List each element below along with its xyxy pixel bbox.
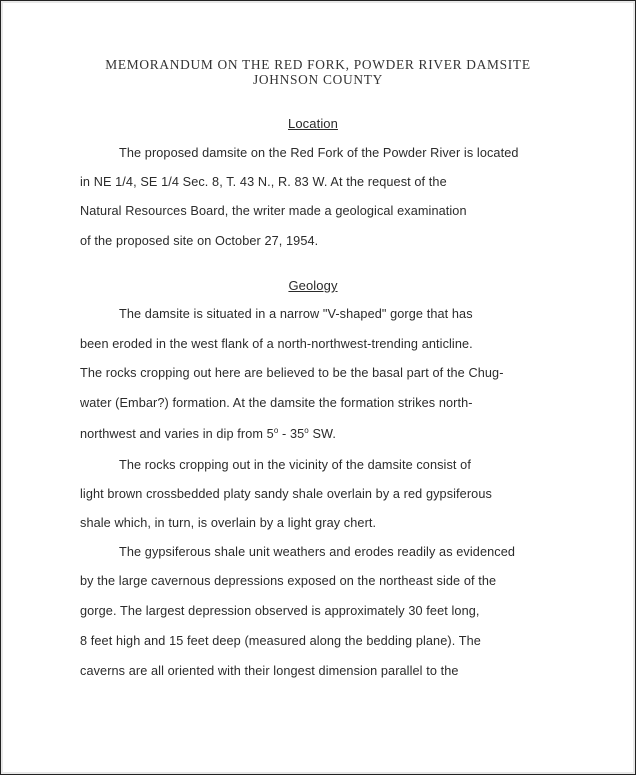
location-line-1: The proposed damsite on the Red Fork of the Powder River is located bbox=[119, 146, 519, 160]
location-line-3: Natural Resources Board, the writer made a geological examination bbox=[80, 204, 467, 218]
geology-line-7: light brown crossbedded platy sandy shale overlain by a red gypsiferous bbox=[80, 487, 492, 501]
geology-line-12: 8 feet high and 15 feet deep (measured along the bedding plane). The bbox=[80, 634, 481, 648]
geology-line-10: by the large cavernous depressions exposed on the northeast side of the bbox=[80, 574, 497, 588]
geology-line-6: The rocks cropping out in the vicinity of the damsite consist of bbox=[119, 458, 471, 472]
location-line-4: of the proposed site on October 27, 1954. bbox=[80, 234, 319, 248]
geology-line-3: The rocks cropping out here are believed to be the basal part of the Chug- bbox=[80, 366, 504, 380]
memo-title-line-1: MEMORANDUM ON THE RED FORK, POWDER RIVER DAMSITE bbox=[105, 57, 531, 72]
geology-line-11: gorge. The largest depression observed is approximately 30 feet long, bbox=[80, 604, 480, 618]
geology-line-13: caverns are all oriented with their longest dimension parallel to the bbox=[80, 664, 459, 678]
geology-line-5: northwest and varies in dip from 5$^o$ - 35$^o$ SW. bbox=[80, 426, 337, 441]
geology-line-2: been eroded in the west flank of a north-northwest-trending anticline. bbox=[80, 337, 473, 351]
geology-line-9: The gypsiferous shale unit weathers and erodes readily as evidenced bbox=[119, 545, 516, 559]
location-line-2: in NE 1/4, SE 1/4 Sec. 8, T. 43 N., R. 83 W. At the request of the bbox=[80, 175, 447, 189]
geology-line-4: water (Embar?) formation. At the damsite the formation strikes north- bbox=[80, 396, 473, 410]
geology-heading: Geology bbox=[288, 278, 338, 293]
geology-line-8: shale which, in turn, is overlain by a light gray chert. bbox=[80, 516, 377, 530]
geology-line-1: The damsite is situated in a narrow "V-shaped" gorge that has bbox=[119, 307, 473, 321]
location-heading: Location bbox=[288, 116, 338, 131]
memo-title-line-2: JOHNSON COUNTY bbox=[253, 72, 383, 87]
